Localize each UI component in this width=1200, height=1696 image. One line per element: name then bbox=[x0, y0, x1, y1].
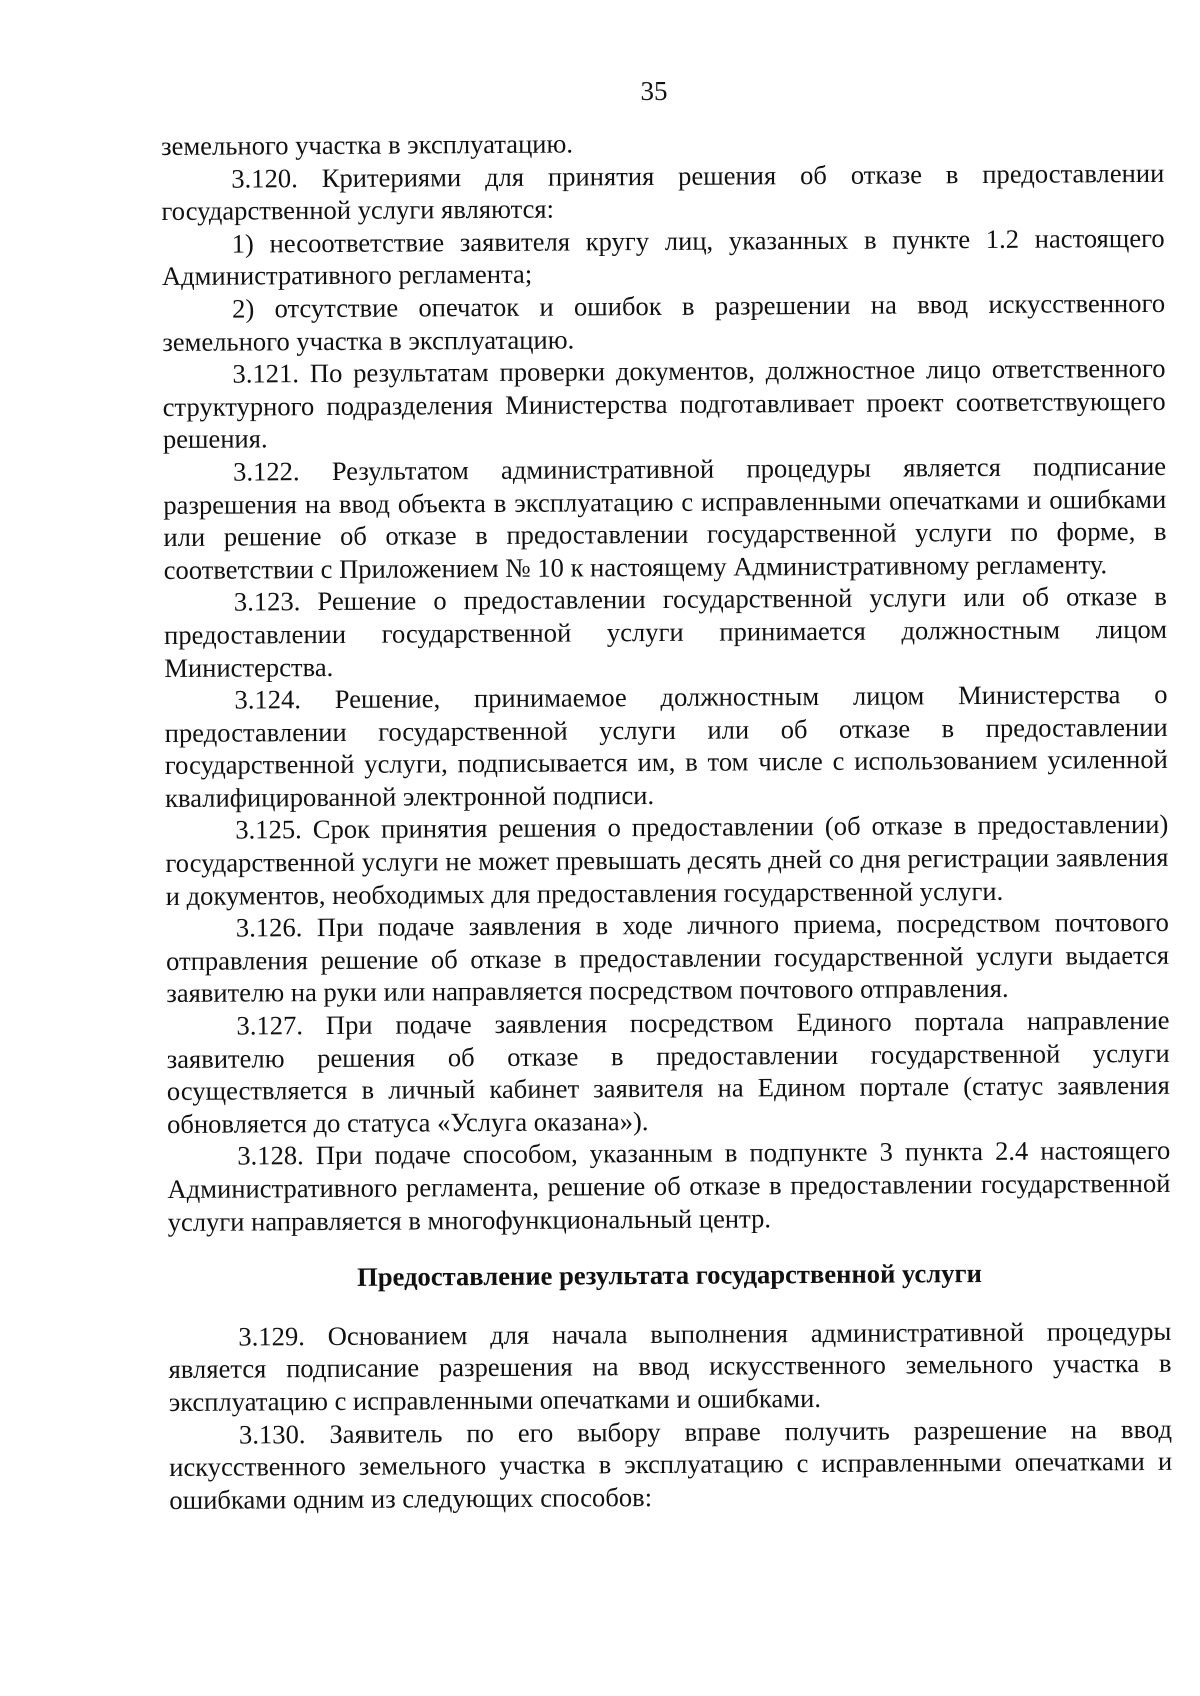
paragraph-3-130: 3.130. Заявитель по его выбору вправе получить разрешение на ввод искусственного земельного участка в эксплуатацию с исправленными опечатками и ошибками одним из следующих способов: bbox=[169, 1413, 1173, 1515]
paragraph-3-126: 3.126. При подаче заявления в ходе личного приема, посредством почтового отправления решение об отказе в предоставлении государственной услуги выдается заявителю на руки или направляется посредством почтового отправления. bbox=[165, 907, 1170, 1009]
paragraph-3-124: 3.124. Решение, принимаемое должностным лицом Министерства о предоставлении государственной услуги или об отказе в предоставлении государственной услуги, подписывается им, в том числе с использованием усиленной квалифицированной электронной подписи. bbox=[164, 678, 1168, 813]
paragraph-3-122: 3.122. Результатом административной процедуры является подписание разрешения на ввод объекта в эксплуатацию с исправленными опечатками и ошибками или решение об отказе в предоставлении государственной услуги по форме, в соответствии с Приложением № 10 к настоящему Административному регламенту. bbox=[163, 450, 1167, 585]
paragraph-3-128: 3.128. При подаче способом, указанным в подпункте 3 пункта 2.4 настоящего Административного регламента, решение об отказе в предоставлении государственной услуги направляется в многофункциональный центр. bbox=[167, 1135, 1171, 1237]
list-item-1: 1) несоответствие заявителя кругу лиц, указанных в пункте 1.2 настоящего Административного регламента; bbox=[161, 222, 1165, 292]
paragraph-3-125: 3.125. Срок принятия решения о предоставлении (об отказе в предоставлении) государственной услуги не может превышать десять дней со дня регистрации заявления и документов, необходимых для предоставления государственной услуги. bbox=[165, 809, 1169, 911]
paragraph: земельного участка в эксплуатацию. bbox=[161, 128, 574, 161]
page-number: 35 bbox=[640, 76, 668, 106]
paragraph-3-129: 3.129. Основанием для начала выполнения административной процедуры является подписание разрешения на ввод искусственного земельного участка в эксплуатацию с исправленными опечатками и ошибками. bbox=[168, 1315, 1172, 1417]
paragraph-3-120: 3.120. Критериями для принятия решения об отказе в предоставлении государственной услуги являются: bbox=[161, 157, 1165, 227]
document-body bbox=[161, 124, 1172, 1516]
list-item-2: 2) отсутствие опечаток и ошибок в разрешении на ввод искусственного земельного участка в эксплуатацию. bbox=[162, 287, 1166, 357]
paragraph-3-121: 3.121. По результатам проверки документов, должностное лицо ответственного структурного подразделения Министерства подготавливает проект соответствующего решения. bbox=[162, 353, 1166, 455]
section-heading: Предоставление результата государственной услуги bbox=[356, 1258, 982, 1293]
paragraph-3-123: 3.123. Решение о предоставлении государственной услуги или об отказе в предоставлении государственной услуги принимается должностным лицом Министерства. bbox=[163, 581, 1168, 683]
paragraph-3-127: 3.127. При подаче заявления посредством Единого портала направление заявителю решения об отказе в предоставлении государственной услуги осуществляется в личный кабинет заявителя на Едином портале (статус заявления обновляется до статуса «Услуга оказана»). bbox=[166, 1004, 1170, 1139]
